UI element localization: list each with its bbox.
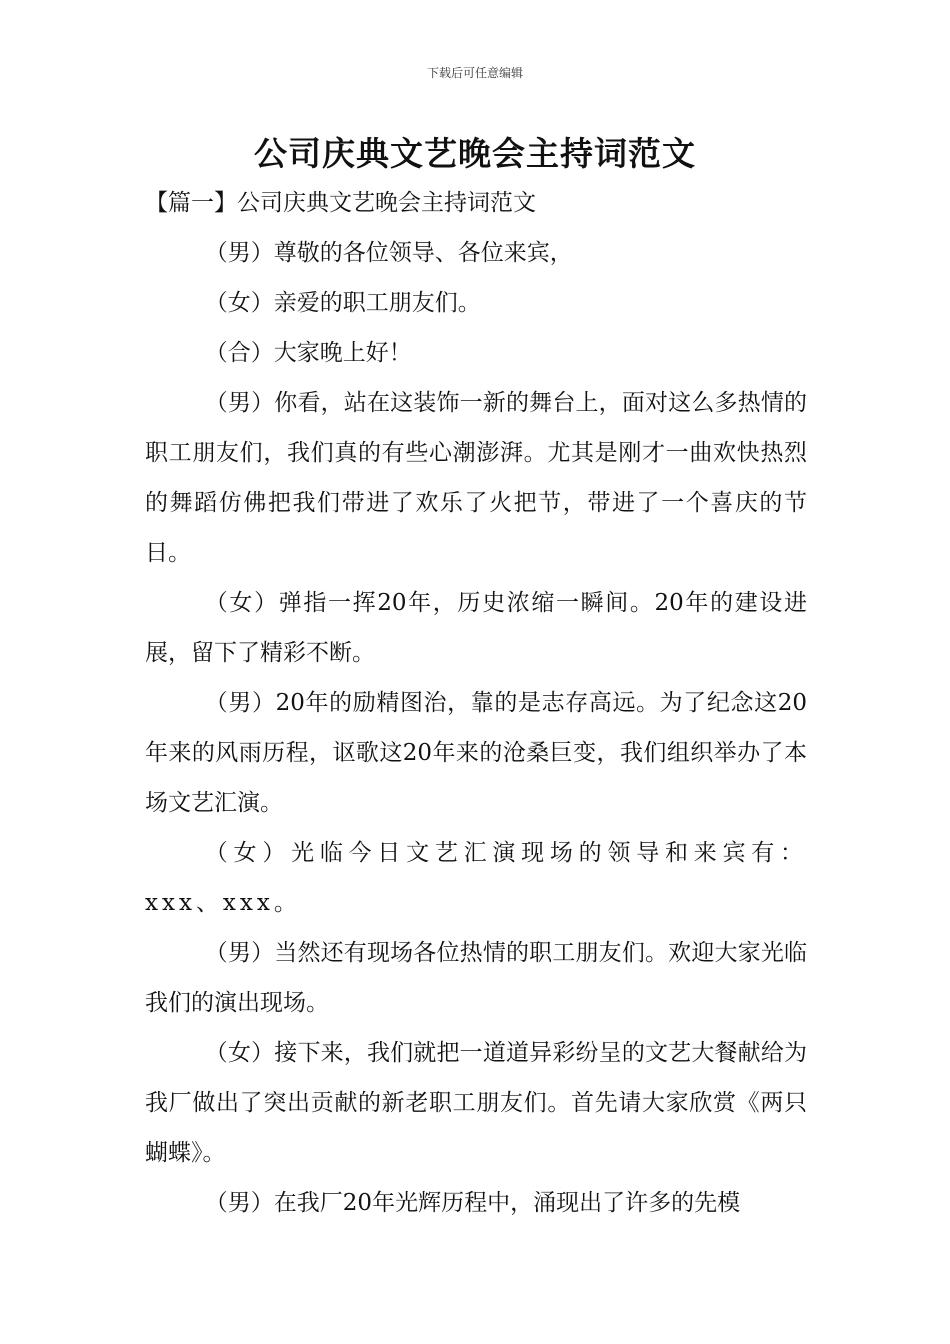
paragraph: （男）在我厂20年光辉历程中，涌现出了许多的先模 <box>204 1190 741 1216</box>
paragraph: （女）接下来，我们就把一道道异彩纷呈的文艺大餐献给为我厂做出了突出贡献的新老职工朋友们。首先请大家欣赏《两只蝴蝶》。 <box>145 1040 807 1166</box>
section-heading: 【篇一】公司庆典文艺晚会主持词范文 <box>145 190 536 216</box>
paragraph: （合）大家晚上好！ <box>204 340 412 366</box>
paragraph: （女）光临今日文艺汇演现场的领导和来宾有：xxx、xxx。 <box>145 840 807 916</box>
document-body <box>145 178 807 1228</box>
paragraph: （男）20年的励精图治，靠的是志存高远。为了纪念这20年来的风雨历程，讴歌这20年来的沧桑巨变，我们组织举办了本场文艺汇演。 <box>145 690 807 816</box>
paragraph: （女）弹指一挥20年，历史浓缩一瞬间。20年的建设进展，留下了精彩不断。 <box>145 590 807 666</box>
page-header-note: 下载后可任意编辑 <box>426 66 523 80</box>
paragraph: （女）亲爱的职工朋友们。 <box>204 290 481 316</box>
paragraph: （男）你看，站在这装饰一新的舞台上，面对这么多热情的职工朋友们，我们真的有些心潮澎湃。尤其是刚才一曲欢快热烈的舞蹈仿佛把我们带进了欢乐了火把节，带进了一个喜庆的节日。 <box>145 390 807 566</box>
document-title: 公司庆典文艺晚会主持词范文 <box>254 134 696 173</box>
paragraph: （男）尊敬的各位领导、各位来宾， <box>204 240 573 266</box>
paragraph: （男）当然还有现场各位热情的职工朋友们。欢迎大家光临我们的演出现场。 <box>145 940 807 1016</box>
